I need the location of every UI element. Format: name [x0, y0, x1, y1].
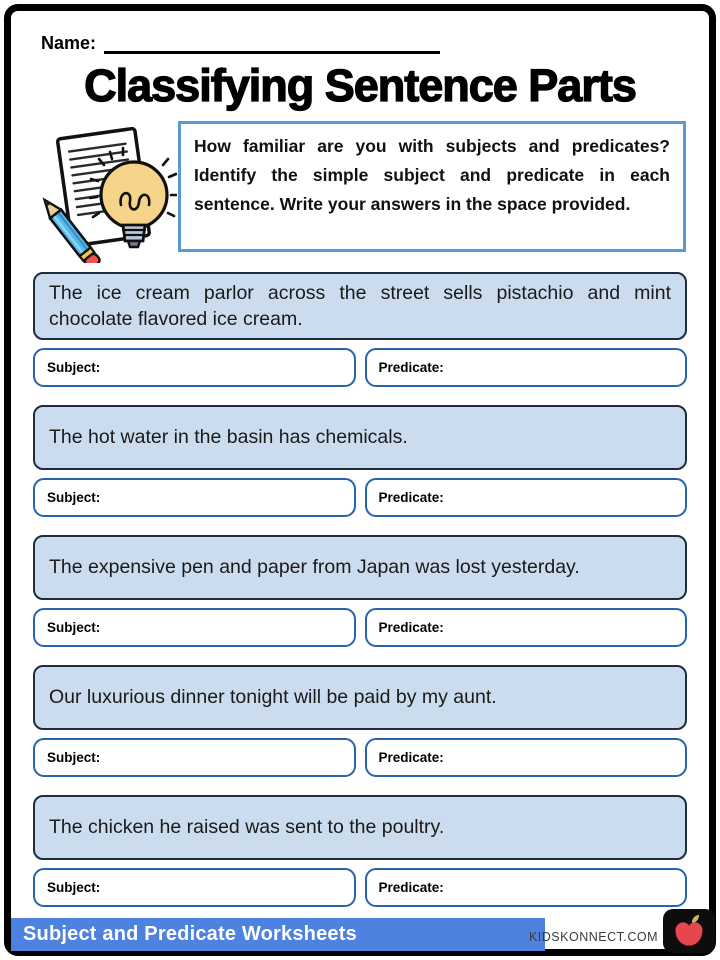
sentence-text: The hot water in the basin has chemicals.	[49, 426, 408, 448]
name-label: Name:	[41, 33, 97, 53]
predicate-answer-box[interactable]	[365, 738, 688, 777]
subject-answer-box[interactable]	[33, 478, 356, 517]
footer-banner: Subject and Predicate Worksheets	[11, 918, 545, 951]
subject-answer-box[interactable]	[33, 608, 356, 647]
subject-answer-box[interactable]	[33, 868, 356, 907]
question-block-5	[33, 795, 687, 907]
sentence-card	[33, 535, 687, 600]
page-title: Classifying Sentence Parts	[84, 60, 636, 111]
name-input-line[interactable]	[104, 34, 440, 54]
predicate-label: Predicate:	[378, 879, 444, 895]
subject-label: Subject:	[47, 749, 101, 765]
question-block-2	[33, 405, 687, 517]
predicate-answer-box[interactable]	[365, 478, 688, 517]
subject-label: Subject:	[47, 619, 101, 635]
predicate-label: Predicate:	[378, 359, 444, 375]
predicate-answer-box[interactable]	[365, 868, 688, 907]
predicate-label: Predicate:	[378, 619, 444, 635]
subject-answer-box[interactable]	[33, 348, 356, 387]
worksheet-page	[4, 4, 716, 956]
instructions-box: How familiar are you with subjects and predicates? Identify the simple subject and predicate in each sentence. Write your answers in the space provided.	[178, 121, 686, 252]
name-row	[41, 33, 699, 54]
subject-label: Subject:	[47, 879, 101, 895]
question-block-4	[33, 665, 687, 777]
predicate-answer-box[interactable]	[365, 608, 688, 647]
subject-answer-box[interactable]	[33, 738, 356, 777]
subject-label: Subject:	[47, 359, 101, 375]
question-block-1	[33, 272, 687, 387]
kidskonnect-logo-badge	[663, 909, 715, 953]
sentence-text: The chicken he raised was sent to the poultry.	[49, 816, 445, 838]
footer-website[interactable]: KIDSKONNECT.COM	[528, 930, 658, 944]
question-block-3	[33, 535, 687, 647]
predicate-label: Predicate:	[378, 489, 444, 505]
paper-lightbulb-pencil-icon	[35, 121, 177, 263]
sentence-card	[33, 795, 687, 860]
subject-label: Subject:	[47, 489, 101, 505]
predicate-label: Predicate:	[378, 749, 444, 765]
apple-icon	[671, 913, 707, 949]
sentence-card	[33, 272, 687, 340]
sentence-card	[33, 665, 687, 730]
predicate-answer-box[interactable]	[365, 348, 688, 387]
sentence-text: The ice cream parlor across the street sells pistachio and mint chocolate flavored ice cream.	[49, 281, 671, 330]
sentence-text: Our luxurious dinner tonight will be paid by my aunt.	[49, 686, 497, 708]
sentence-card	[33, 405, 687, 470]
sentence-text: The expensive pen and paper from Japan was lost yesterday.	[49, 556, 580, 578]
